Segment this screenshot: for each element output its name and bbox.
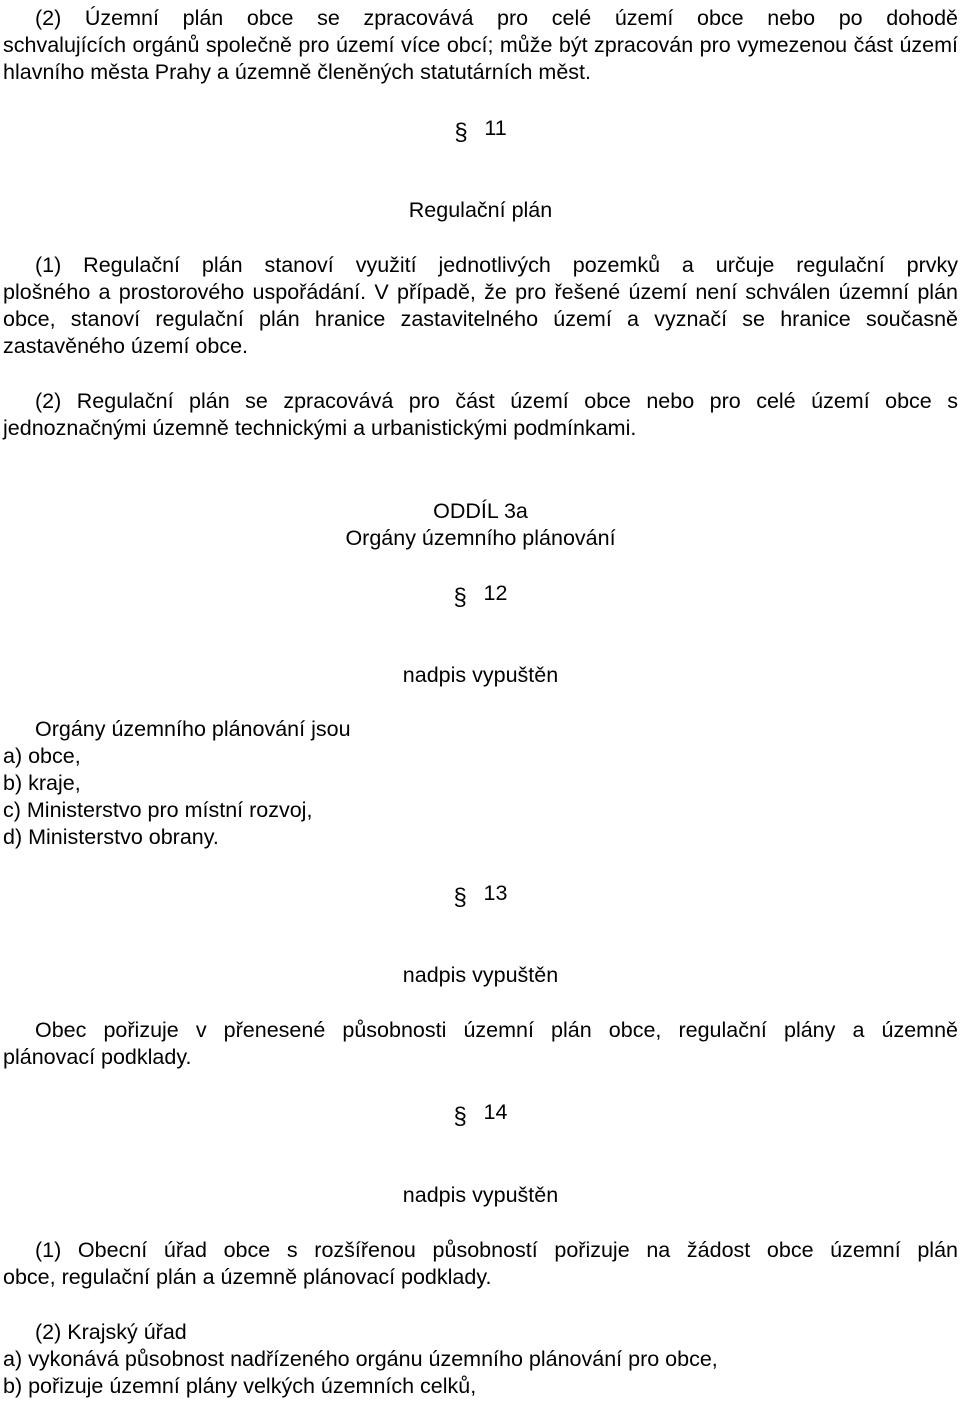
paragraph-heading: (2) Krajský úřad xyxy=(35,1320,187,1344)
paragraph-line1: (1) Obecní úřad obce s rozšířenou působností pořizuje na žádost obce územní plán xyxy=(35,1238,958,1262)
section-12-body xyxy=(3,716,958,851)
section-12-subtitle: nadpis vypuštěn xyxy=(402,663,559,687)
section-11-paragraph-1 xyxy=(3,252,958,360)
section-13-text xyxy=(3,1017,958,1071)
section-number: 14 xyxy=(483,1100,508,1124)
section-14-paragraph-1 xyxy=(3,1237,958,1291)
intro-paragraph-rest: schvalujících orgánů společně pro území více obcí; může být zpracován pro vymezenou část území hlavního města Prahy a územně členěných statutárních měst. xyxy=(3,33,958,84)
section-number: 13 xyxy=(483,881,508,905)
section-number: 12 xyxy=(483,581,508,605)
section-14-subtitle: nadpis vypuštěn xyxy=(402,1183,559,1207)
section-number: 11 xyxy=(484,116,507,140)
section-14-heading xyxy=(3,1099,958,1130)
section-symbol: § xyxy=(453,1103,467,1130)
section-symbol: § xyxy=(454,119,468,146)
section-12-intro: Orgány územního plánování jsou xyxy=(35,717,351,741)
list-item: a) vykonává působnost nadřízeného orgánu územního plánování pro obce, xyxy=(3,1347,718,1371)
paragraph-rest: plošného a prostorového uspořádání. V případě, že pro řešené území není schválen územní plán obce, stanoví regulační plán hranice zastavitelného území a vyznačí se hranice současně zastavěného území obce. xyxy=(3,280,958,358)
paragraph-line1: (1) Regulační plán stanoví využití jednotlivých pozemků a určuje regulační prvky xyxy=(35,253,958,277)
list-item: b) pořizuje územní plány velkých územních celků, xyxy=(3,1374,477,1398)
section-symbol: § xyxy=(453,884,467,911)
paragraph-line1: (2) Regulační plán se zpracovává pro část území obce nebo pro celé území obce s xyxy=(35,389,958,413)
list-item: b) kraje, xyxy=(3,771,81,795)
division-title: Orgány územního plánování xyxy=(345,526,616,550)
division-label: ODDÍL 3a xyxy=(433,499,528,523)
section-13-subtitle: nadpis vypuštěn xyxy=(402,963,559,987)
paragraph-rest: jednoznačnými územně technickými a urbanistickými podmínkami. xyxy=(3,416,637,440)
section-11-heading xyxy=(3,115,958,146)
paragraph-rest: obce, regulační plán a územně plánovací podklady. xyxy=(3,1265,492,1289)
paragraph-line1: Obec pořizuje v přenesené působnosti územní plán obce, regulační plány a územně xyxy=(35,1018,958,1042)
section-11-title: Regulační plán xyxy=(408,198,553,222)
paragraph-rest: plánovací podklady. xyxy=(3,1045,192,1069)
section-12-heading xyxy=(3,580,958,611)
section-11-paragraph-2 xyxy=(3,388,958,442)
list-item: d) Ministerstvo obrany. xyxy=(3,825,219,849)
list-item: c) Ministerstvo pro místní rozvoj, xyxy=(3,798,313,822)
list-item: a) obce, xyxy=(3,744,81,768)
section-13-heading xyxy=(3,880,958,911)
section-symbol: § xyxy=(453,584,467,611)
intro-paragraph xyxy=(3,5,958,86)
section-14-paragraph-2 xyxy=(3,1319,958,1400)
intro-paragraph-line1: (2) Územní plán obce se zpracovává pro celé území obce nebo po dohodě xyxy=(35,6,958,30)
